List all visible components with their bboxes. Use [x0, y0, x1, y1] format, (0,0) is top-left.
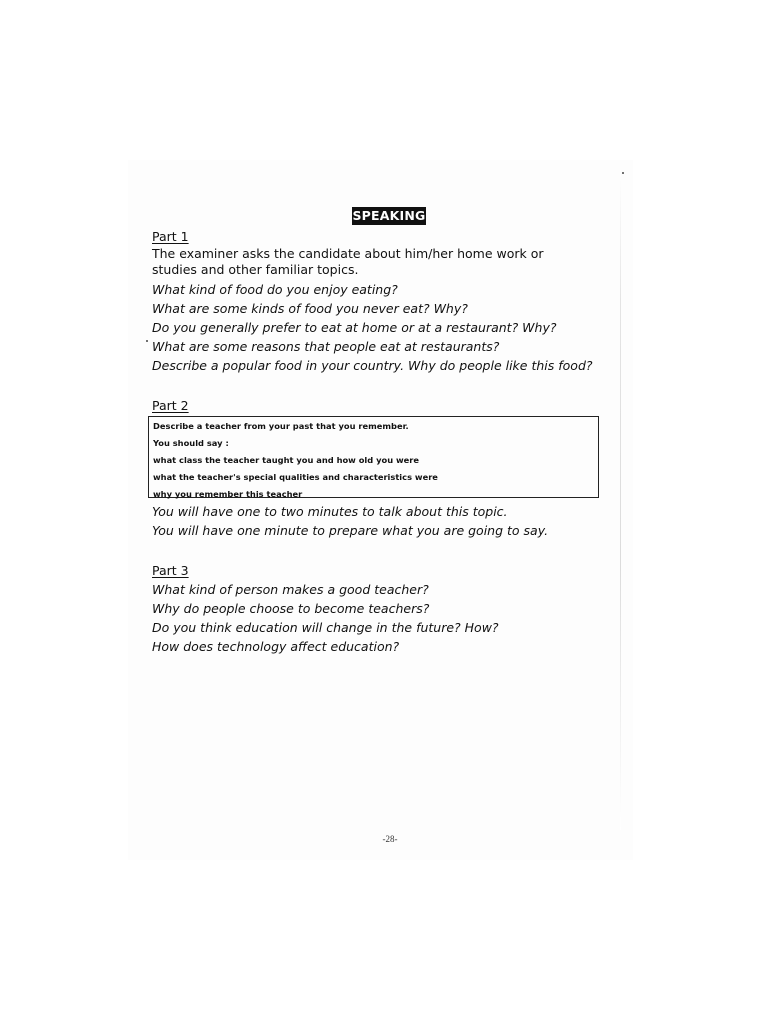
speaking-heading: SPEAKING	[352, 208, 426, 223]
cue-card-line: what the teacher's special qualities and characteristics were	[153, 472, 438, 482]
part1-intro: The examiner asks the candidate about him/her home work or studies and other familiar topics.	[152, 246, 544, 277]
part3-question-list	[152, 580, 499, 656]
cue-card-line: what class the teacher taught you and how old you were	[153, 455, 420, 465]
cue-card	[148, 416, 599, 498]
part1-question: What are some kinds of food you never eat? Why?	[152, 301, 468, 316]
scan-edge-line	[620, 170, 621, 830]
part1-question: Do you generally prefer to eat at home or at a restaurant? Why?	[152, 320, 557, 335]
page-number: -28-	[382, 834, 398, 844]
part1-question: What are some reasons that people eat at restaurants?	[152, 339, 500, 354]
scan-speck	[146, 340, 148, 342]
part2-instruction-list	[152, 502, 548, 540]
part3-label: Part 3	[152, 563, 189, 578]
part2-instruction: You will have one to two minutes to talk about this topic.	[152, 504, 508, 519]
part1-label: Part 1	[152, 229, 189, 244]
part3-question: How does technology affect education?	[152, 639, 400, 654]
cue-card-line: why you remember this teacher	[153, 489, 303, 499]
cue-card-line: Describe a teacher from your past that you remember.	[153, 421, 409, 431]
part2-instruction: You will have one minute to prepare what you are going to say.	[152, 523, 549, 538]
part1-question: What kind of food do you enjoy eating?	[152, 282, 398, 297]
part3-question: What kind of person makes a good teacher?	[152, 582, 429, 597]
scan-speck	[622, 172, 624, 174]
part2-label: Part 2	[152, 398, 189, 413]
part1-question-list	[152, 280, 593, 375]
cue-card-line: You should say :	[153, 438, 229, 448]
part3-question: Do you think education will change in the future? How?	[152, 620, 499, 635]
part3-question: Why do people choose to become teachers?	[152, 601, 430, 616]
part1-question: Describe a popular food in your country. Why do people like this food?	[152, 358, 593, 373]
